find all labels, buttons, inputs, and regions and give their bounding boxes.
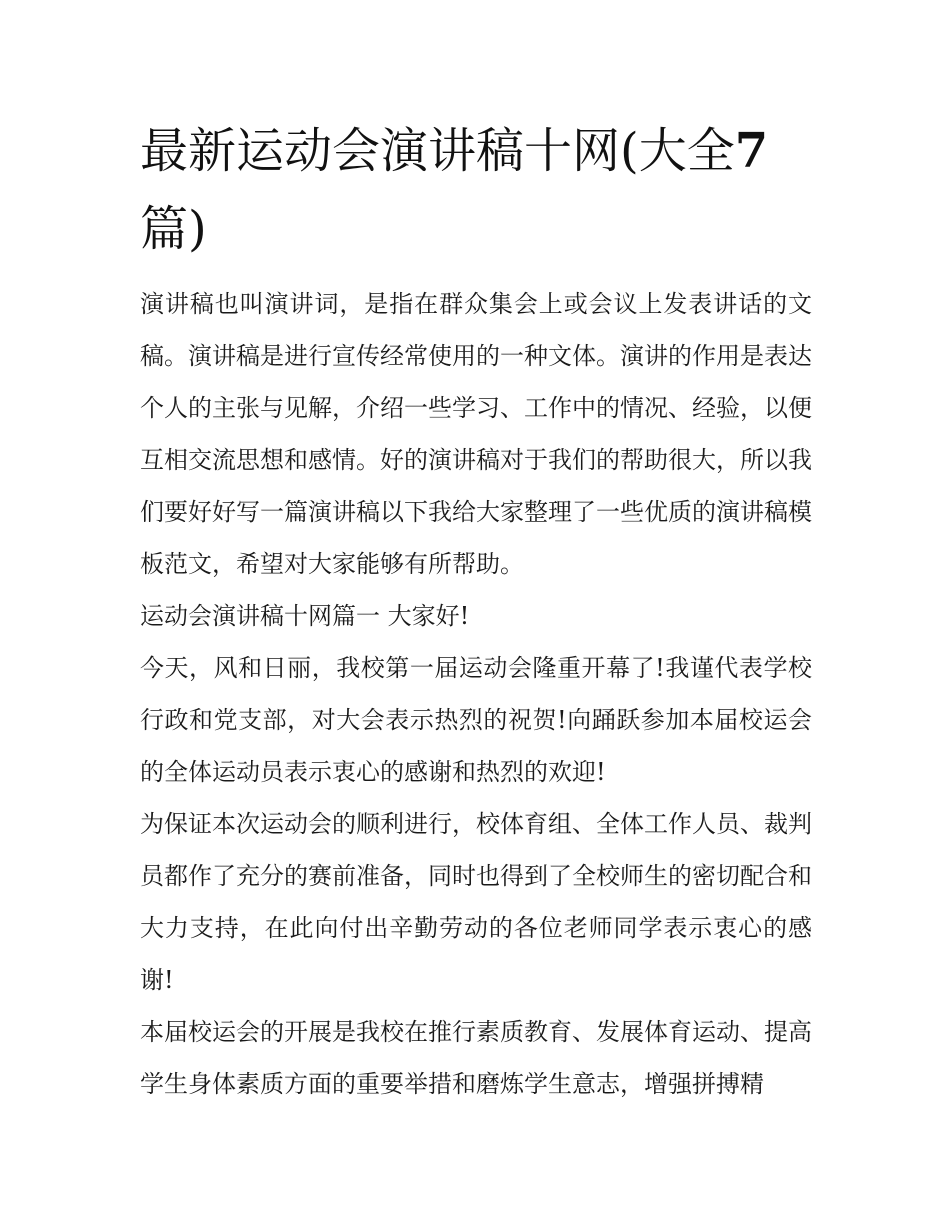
intro-paragraph: 演讲稿也叫演讲词，是指在群众集会上或会议上发表讲话的文稿。演讲稿是进行宣传经常使用的一种文体。演讲的作用是表达个人的主张与见解，介绍一些学习、工作中的情况、经验，以便互相交流思想和感情。好的演讲稿对于我们的帮助很大，所以我们要好好写一篇演讲稿以下我给大家整理了一些优质的演讲稿模板范文，希望对大家能够有所帮助。	[140, 290, 812, 578]
body-paragraph: 今天，风和日丽，我校第一届运动会隆重开幕了!我谨代表学校行政和党支部，对大会表示热烈的祝贺!向踊跃参加本届校运会的全体运动员表示衷心的感谢和热烈的欢迎!	[140, 654, 812, 786]
title-tail: 篇)	[140, 201, 207, 257]
body-paragraph: 本届校运会的开展是我校在推行素质教育、发展体育运动、提高学生身体素质方面的重要举措和磨炼学生意志，增强拼搏精	[140, 1018, 812, 1098]
section-heading-paragraph: 运动会演讲稿十网篇一 大家好!	[140, 602, 470, 630]
document-body	[140, 278, 812, 1110]
document-title	[140, 112, 820, 268]
title-number: 7	[734, 123, 769, 179]
body-paragraph: 为保证本次运动会的顺利进行，校体育组、全体工作人员、裁判员都作了充分的赛前准备，同时也得到了全校师生的密切配合和大力支持，在此向付出辛勤劳动的各位老师同学表示衷心的感谢!	[140, 810, 812, 994]
title-text: 最新运动会演讲稿十网(大全	[140, 123, 735, 179]
